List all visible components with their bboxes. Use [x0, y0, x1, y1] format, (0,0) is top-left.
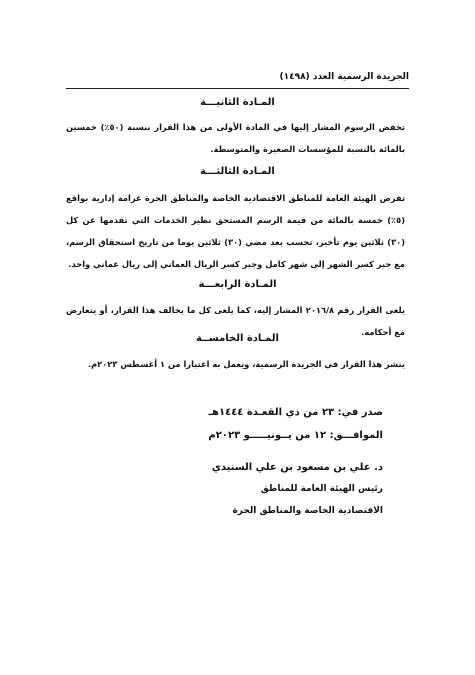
article-3-heading: المـادة الثالثـــة: [200, 166, 275, 177]
issue-date-gregorian: الموافـــق: ١٢ من يــونيـــــو ٢٠٢٣م: [208, 430, 383, 441]
issue-date-hijri: صدر في: ٢٣ من ذي القعـدة ١٤٤٤هـ: [208, 407, 383, 418]
page-header: [66, 72, 409, 89]
article-5-text: ينشر هذا القرار في الجريدة الرسمية، ويعمل به اعتبارا من ١ أغسطس ٢٠٢٣م.: [87, 359, 405, 369]
article-2-text: تخفض الرسوم المشار إليها في المادة الأولى من هذا القرار بنسبة (٥٠٪) خمسين بالمائة بالنسبة للمؤسسات الصغيرة والمتوسطة.: [66, 122, 405, 154]
gazette-title: الجريدة الرسمية العدد (١٤٩٨): [279, 72, 409, 82]
article-2-heading: المـادة الثانيـــة: [200, 97, 275, 108]
article-3-text: تفرض الهيئة العامة للمناطق الاقتصادية الخاصة والمناطق الحرة غرامة إدارية بواقع (٥٪) خمسة بالمائة من قيمة الرسم المستحق نظير الخدمات التي تقدمها عن كل (٣٠) ثلاثين يوم تأخير، تحسب بعد مضي (٣٠) ثلاثين يوما من تاريخ استحقاق الرسم، مع جبر كسر الشهر إلى شهر كامل وجبر كسر الريال العماني إلى ريال عماني واحد.: [66, 193, 405, 269]
article-4-heading: المـادة الرابعـــة: [198, 279, 277, 290]
signatory-title-line-1: رئيس الهيئة العامة للمناطق: [260, 484, 383, 494]
signatory-name: د. علي بن مسعود بن علي السنيدي: [211, 462, 383, 473]
signatory-title-line-2: الاقتصادية الخاصة والمناطق الحرة: [232, 506, 383, 516]
article-5-heading: المـادة الخامســة: [196, 333, 279, 344]
article-4-text: يلغى القرار رقم ٢٠١٦/٨ المشار إليه، كما يلغى كل ما يخالف هذا القرار، أو يتعارض مع أحكامه.: [66, 305, 405, 337]
